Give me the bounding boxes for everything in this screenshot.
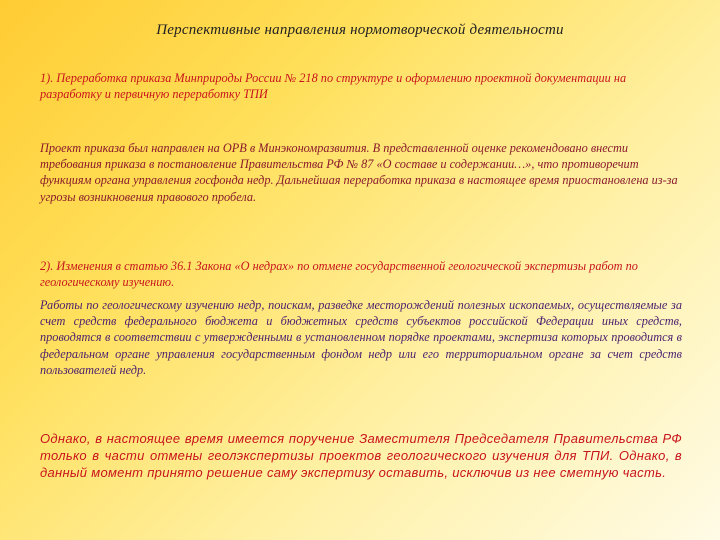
paragraph-article-36-1: 2). Изменения в статью 36.1 Закона «О недрах» по отмене государственной геологической экспертизы работ по геологическому изучению. (40, 259, 638, 290)
paragraph-orv-project: Проект приказа был направлен на ОРВ в Минэкономразвития. В представленной оценке рекомендовано внести требования приказа в постановление Правительства РФ № 87 «О составе и содержании…», что противоречит функциям органа управления госфонда недр. Дальнейшая переработка приказа в настоящее время приостановлена из-за угрозы возникновения правового пробела. (40, 141, 678, 204)
paragraph-geological-works: Работы по геологическому изучению недр, поискам, разведке месторождений полезных ископаемых, осуществляемые за счет средств федерального бюджета и бюджетных средств субъектов российской Федерации иных средств, проводятся в соответствии с утвержденными в установленном порядке проектами, экспертиза которых проводится в федеральном органе управления государственным фондом недр или его территориальном органе за счет средств пользователей недр. (40, 298, 682, 377)
paragraph-government-order: Однако, в настоящее время имеется поручение Заместителя Председателя Правительства РФ только в части отмены геолэкспертизы проектов геологического изучения для ТПИ. Однако, в данный момент принято решение саму экспертизу оставить, исключив из нее сметную часть. (40, 431, 682, 480)
slide-title: Перспективные направления нормотворческой деятельности (156, 22, 564, 38)
paragraph-order-218: 1). Переработка приказа Минприроды России № 218 по структуре и оформлению проектной документации на разработку и первичную переработку ТПИ (40, 71, 627, 102)
